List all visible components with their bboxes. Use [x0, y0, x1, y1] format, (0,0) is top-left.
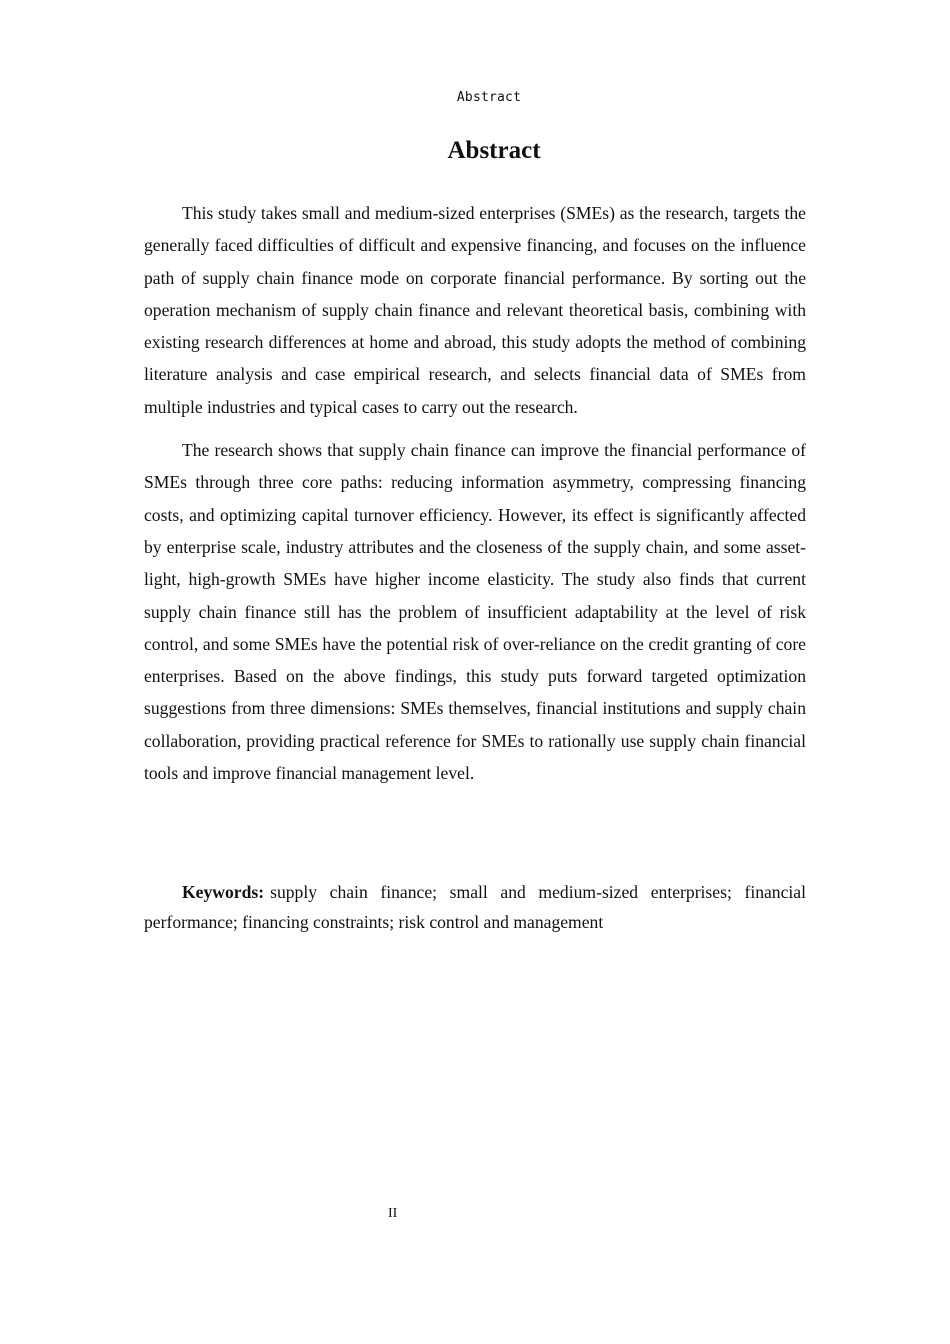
keywords-label: Keywords:	[182, 882, 265, 902]
keywords-line	[144, 877, 806, 937]
keywords-text: supply chain finance; small and medium-sized enterprises; financial performance; financing constraints; risk control and management	[144, 882, 806, 932]
page-number: II	[388, 1206, 398, 1221]
page-title: Abstract	[447, 137, 541, 164]
abstract-body	[144, 197, 806, 789]
running-header: Abstract	[456, 90, 522, 105]
abstract-paragraph-2: The research shows that supply chain finance can improve the financial performance of SMEs through three core paths: reducing information asymmetry, compressing financing costs, and optimizing capital turnover efficiency. However, its effect is significantly affected by enterprise scale, industry attributes and the closeness of the supply chain, and some asset-light, high-growth SMEs have higher income elasticity. The study also finds that current supply chain finance still has the problem of insufficient adaptability at the level of risk control, and some SMEs have the potential risk of over-reliance on the credit granting of core enterprises. Based on the above findings, this study puts forward targeted optimization suggestions from three dimensions: SMEs themselves, financial institutions and supply chain collaboration, providing practical reference for SMEs to rationally use supply chain financial tools and improve financial management level.	[144, 440, 806, 784]
abstract-paragraph-1: This study takes small and medium-sized enterprises (SMEs) as the research, targets the generally faced difficulties of difficult and expensive financing, and focuses on the influence path of supply chain finance mode on corporate financial performance. By sorting out the operation mechanism of supply chain finance and relevant theoretical basis, combining with existing research differences at home and abroad, this study adopts the method of combining literature analysis and case empirical research, and selects financial data of SMEs from multiple industries and typical cases to carry out the research.	[144, 203, 806, 417]
